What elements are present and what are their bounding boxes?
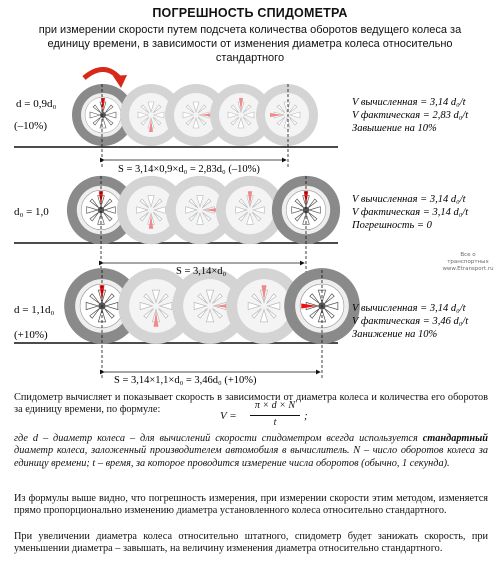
- formula-numerator: π × d × N: [254, 400, 296, 411]
- diagram-subtitle: при измерении скорости путем подсчета количества оборотов ведущего колеса за единицу времени, в зависимости от изменения диаметра колеса относительно стандартного: [38, 24, 462, 64]
- paragraph-conclusion: Из формулы выше видно, что погрешность измерения, при измерении скорости этим методом, изменяется прямо пропорционально изменению диаметра установленного колеса относительно стандартного.: [14, 493, 488, 517]
- row-3-diameter-label: d = 1,1d₀: [14, 304, 55, 316]
- rotation-arrowhead: [113, 75, 127, 88]
- row-2: [14, 176, 340, 276]
- definitions-text-a: где d – диаметр колеса – для вычислений скорости спидометром всегда используется: [14, 433, 423, 444]
- formula-fraction-bar: [250, 415, 300, 416]
- formula-denominator: t: [273, 417, 277, 428]
- row-2-v-actual: V фактическая = 3,14 d₀/t: [352, 207, 469, 218]
- definitions-text-b: диаметр колеса, заложенный производителем автомобиля в вычислитель. N – число оборотов колеса за единицу времени; t – время, за которое проводится измерение числа оборотов (обычно, 1 секунда).: [14, 445, 488, 469]
- row-3-error-note: Занижение на 10%: [352, 329, 438, 340]
- paragraph-definitions: [14, 433, 488, 470]
- row-1-v-actual: V фактическая = 2,83 d₀/t: [352, 110, 469, 121]
- formula-lhs: V =: [220, 410, 237, 422]
- row-3: [14, 268, 360, 378]
- watermark: Все о транспортных www.Etransport.ru: [442, 252, 494, 272]
- row-3-distance-label: S = 3,14×1,1×d₀ = 3,46d₀ (+10%): [114, 375, 257, 386]
- definitions-bold: стандартный: [422, 433, 488, 444]
- row-3-v-actual: V фактическая = 3,46 d₀/t: [352, 316, 469, 327]
- row-1-percent-label: (–10%): [14, 120, 47, 132]
- row-1-diameter-label: d = 0,9d₀: [16, 98, 57, 110]
- row-3-v-calc: V вычисленная = 3,14 d₀/t: [352, 303, 466, 314]
- row-1-distance-label: S = 3,14×0,9×d₀ = 2,83d₀ (–10%): [118, 164, 260, 175]
- row-2-distance-label: S = 3,14×d₀: [176, 266, 227, 277]
- paragraph-effect: При увеличении диаметра колеса относительно штатного, спидометр будет занижать скорость, при уменьшении диаметра – завышать, на величину изменения диаметра относительно стандартного.: [14, 531, 488, 555]
- row-2-diameter-label: d₀ = 1,0: [14, 206, 49, 218]
- paragraph-intro: Спидометр вычисляет и показывает скорость в зависимости от диаметра колеса и количества его оборотов за единицу времени, по формуле:: [14, 392, 488, 416]
- row-2-error-note: Погрешность = 0: [352, 220, 432, 231]
- row-1-v-calc: V вычисленная = 3,14 d₀/t: [352, 97, 466, 108]
- row-1-error-note: Завышение на 10%: [352, 123, 437, 134]
- row-2-v-calc: V вычисленная = 3,14 d₀/t: [352, 194, 466, 205]
- row-1: [14, 69, 338, 168]
- formula-tail: ;: [304, 410, 308, 422]
- speed-formula: [200, 400, 340, 434]
- row-3-percent-label: (+10%): [14, 329, 48, 341]
- diagram-title: ПОГРЕШНОСТЬ СПИДОМЕТРА: [152, 6, 348, 20]
- wheel-faded: [256, 84, 318, 146]
